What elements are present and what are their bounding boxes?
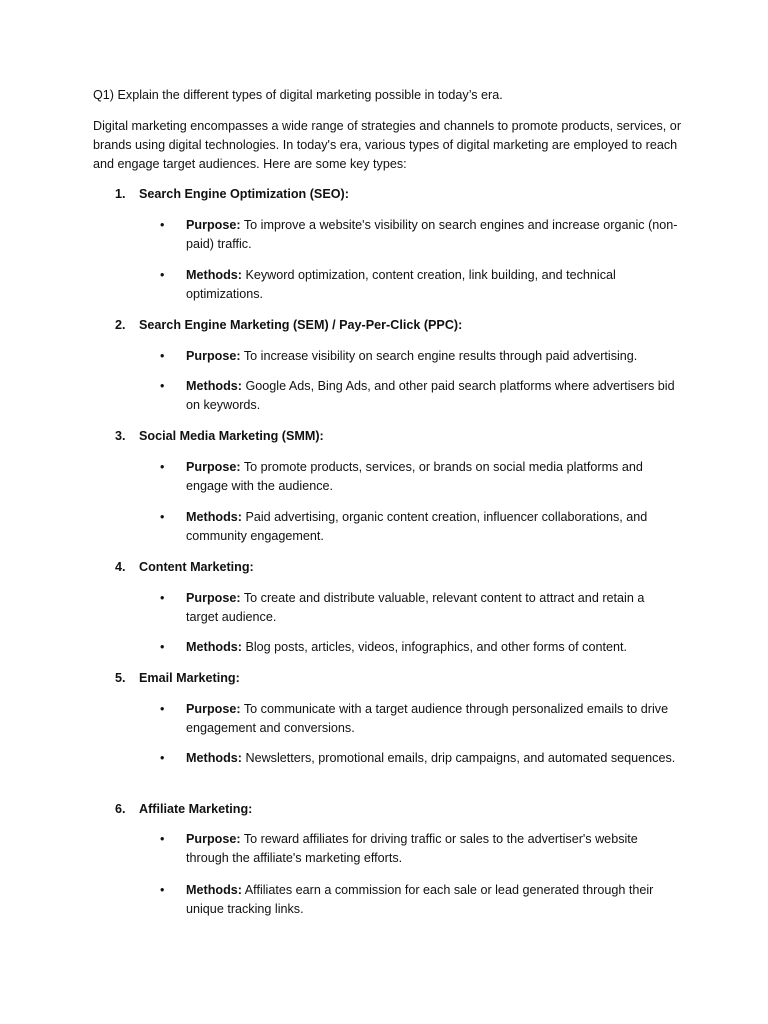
methods-label: Methods:	[186, 640, 242, 654]
bullet-text	[186, 749, 678, 768]
item-number: 2.	[115, 318, 126, 332]
item-number: 4.	[115, 560, 126, 574]
item-title: Social Media Marketing (SMM):	[139, 429, 324, 443]
methods-text: Keyword optimization, content creation, link building, and technical optimizations.	[186, 268, 616, 301]
bullet-icon: •	[160, 591, 165, 605]
bullet-text	[186, 700, 678, 738]
bullet-text	[186, 589, 678, 627]
purpose-label: Purpose:	[186, 591, 241, 605]
bullet-icon: •	[160, 379, 165, 393]
purpose-text: To reward affiliates for driving traffic or sales to the advertiser's website through the affiliate's marketing efforts.	[186, 832, 638, 865]
bullet-icon: •	[160, 832, 165, 846]
methods-text: Paid advertising, organic content creation, influencer collaborations, and community engagement.	[186, 510, 648, 543]
purpose-text: To promote products, services, or brands on social media platforms and engage with the audience.	[186, 460, 643, 493]
item-title: Search Engine Optimization (SEO):	[139, 187, 349, 201]
methods-text: Newsletters, promotional emails, drip campaigns, and automated sequences.	[245, 751, 676, 765]
item-number: 1.	[115, 187, 126, 201]
bullet-text	[186, 508, 678, 546]
methods-label: Methods:	[186, 883, 242, 897]
methods-text: Affiliates earn a commission for each sale or lead generated through their unique tracking links.	[186, 883, 654, 916]
methods-label: Methods:	[186, 268, 242, 282]
methods-label: Methods:	[186, 510, 242, 524]
bullet-text	[186, 347, 678, 366]
purpose-text: To improve a website's visibility on search engines and increase organic (non-paid) traffic.	[186, 218, 678, 251]
bullet-text	[186, 881, 678, 919]
purpose-text: To increase visibility on search engine results through paid advertising.	[243, 349, 638, 363]
item-number: 6.	[115, 802, 126, 816]
purpose-label: Purpose:	[186, 460, 241, 474]
bullet-icon: •	[160, 349, 165, 363]
item-title: Email Marketing:	[139, 671, 240, 685]
question-text: Q1) Explain the different types of digital marketing possible in today’s era.	[93, 88, 503, 102]
bullet-icon: •	[160, 510, 165, 524]
item-title: Search Engine Marketing (SEM) / Pay-Per-Click (PPC):	[139, 318, 463, 332]
purpose-text: To communicate with a target audience through personalized emails to drive engagement and conversions.	[186, 702, 669, 735]
item-title: Affiliate Marketing:	[139, 802, 253, 816]
item-number: 3.	[115, 429, 126, 443]
methods-text: Google Ads, Bing Ads, and other paid search platforms where advertisers bid on keywords.	[186, 379, 675, 412]
bullet-text	[186, 638, 678, 657]
bullet-text	[186, 830, 678, 868]
bullet-icon: •	[160, 883, 165, 897]
bullet-icon: •	[160, 218, 165, 232]
purpose-label: Purpose:	[186, 349, 241, 363]
methods-label: Methods:	[186, 751, 242, 765]
purpose-label: Purpose:	[186, 702, 241, 716]
purpose-text: To create and distribute valuable, relevant content to attract and retain a target audience.	[186, 591, 645, 624]
bullet-icon: •	[160, 751, 165, 765]
item-title: Content Marketing:	[139, 560, 254, 574]
intro-paragraph: Digital marketing encompasses a wide range of strategies and channels to promote products, services, or brands using digital technologies. In today's era, various types of digital marketing are employed to reach and engage target audiences. Here are some key types:	[93, 119, 682, 171]
methods-label: Methods:	[186, 379, 242, 393]
purpose-label: Purpose:	[186, 218, 241, 232]
bullet-icon: •	[160, 702, 165, 716]
methods-text: Blog posts, articles, videos, infographics, and other forms of content.	[245, 640, 627, 654]
bullet-text	[186, 377, 678, 415]
bullet-text	[186, 266, 678, 304]
bullet-icon: •	[160, 460, 165, 474]
bullet-icon: •	[160, 268, 165, 282]
bullet-text	[186, 458, 678, 496]
item-number: 5.	[115, 671, 126, 685]
bullet-icon: •	[160, 640, 165, 654]
purpose-label: Purpose:	[186, 832, 241, 846]
bullet-text	[186, 216, 678, 254]
